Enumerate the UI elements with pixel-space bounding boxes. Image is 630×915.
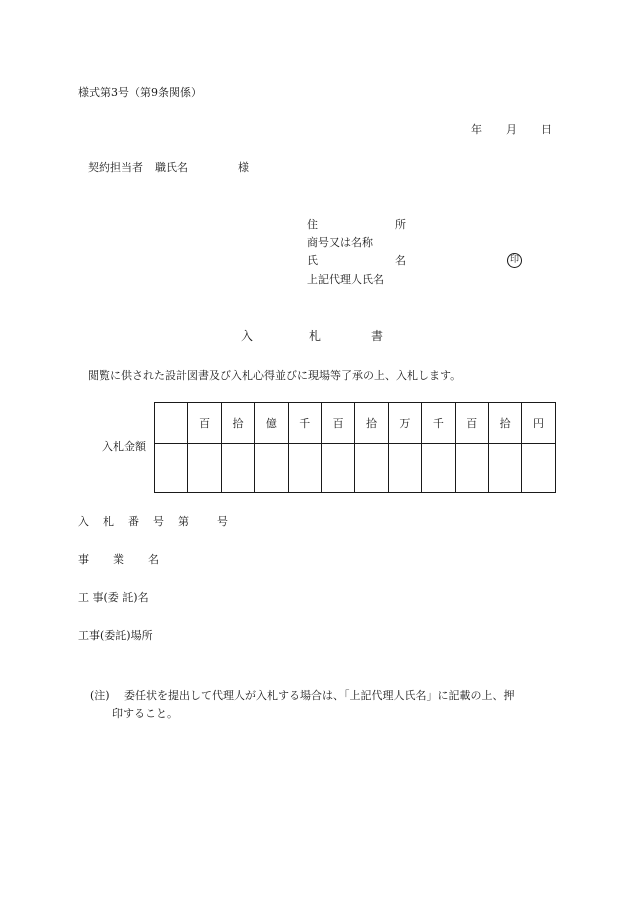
bid-number-prefix: 第 <box>178 515 189 528</box>
amount-digit-cell[interactable] <box>355 444 388 493</box>
digit-header <box>155 403 188 444</box>
intro-text: 閲覧に供された設計図書及び入札心得並びに現場等了承の上、入札します。 <box>88 369 462 382</box>
bidder-company-label: 商号又は名称 <box>307 236 373 249</box>
work-place-label: 工事(委託)場所 <box>78 629 153 642</box>
amount-digit-header-row <box>155 403 556 444</box>
date-year-label: 年 <box>471 123 482 136</box>
note-line-1 <box>90 687 515 705</box>
amount-label: 入札金額 <box>102 440 146 453</box>
amount-digit-cell[interactable] <box>455 444 488 493</box>
amount-digit-cell[interactable] <box>155 444 188 493</box>
digit-header: 拾 <box>488 403 521 444</box>
bidder-name-label: 氏 名 <box>307 254 406 267</box>
digit-header: 千 <box>288 403 321 444</box>
seal-icon: 印 <box>507 253 522 268</box>
bidder-address-label: 住 所 <box>307 218 406 231</box>
addressee-honorific: 様 <box>238 161 249 174</box>
amount-digit-cell[interactable] <box>221 444 254 493</box>
digit-header: 百 <box>321 403 354 444</box>
project-name-label: 事 業 名 <box>78 553 159 566</box>
addressee-role: 契約担当者 <box>88 161 143 174</box>
date-month-label: 月 <box>506 123 517 136</box>
bid-number-line: 入 札 番 号 第 号 <box>78 515 228 528</box>
amount-digit-cell[interactable] <box>288 444 321 493</box>
digit-header: 千 <box>422 403 455 444</box>
amount-digit-cell[interactable] <box>255 444 288 493</box>
digit-header: 億 <box>255 403 288 444</box>
form-number: 様式第3号（第9条関係） <box>78 86 202 99</box>
bid-number-suffix: 号 <box>217 515 228 528</box>
amount-digit-cell[interactable] <box>188 444 221 493</box>
date-line <box>471 124 552 135</box>
amount-digit-cell[interactable] <box>422 444 455 493</box>
document-title: 入 札 書 <box>241 329 384 343</box>
digit-header: 百 <box>455 403 488 444</box>
amount-digit-cell[interactable] <box>388 444 421 493</box>
amount-table <box>154 402 556 493</box>
digit-header: 円 <box>522 403 555 444</box>
work-name-label: 工 事(委 託)名 <box>78 591 149 604</box>
digit-header: 百 <box>188 403 221 444</box>
bidder-agent-label: 上記代理人氏名 <box>307 273 384 286</box>
digit-header: 拾 <box>355 403 388 444</box>
note-label: (注) <box>90 689 110 702</box>
addressee-line <box>88 162 249 173</box>
note-line-2: 印すること。 <box>112 707 178 721</box>
amount-value-row <box>155 444 556 493</box>
date-day-label: 日 <box>541 123 552 136</box>
digit-header: 万 <box>388 403 421 444</box>
note-text-1: 委任状を提出して代理人が入札する場合は、「上記代理人氏名」に記載の上、押 <box>124 689 515 702</box>
amount-digit-cell[interactable] <box>522 444 555 493</box>
note-block <box>90 687 515 723</box>
digit-header: 拾 <box>221 403 254 444</box>
amount-digit-cell[interactable] <box>321 444 354 493</box>
amount-digit-cell[interactable] <box>488 444 521 493</box>
addressee-title: 職氏名 <box>155 161 188 174</box>
